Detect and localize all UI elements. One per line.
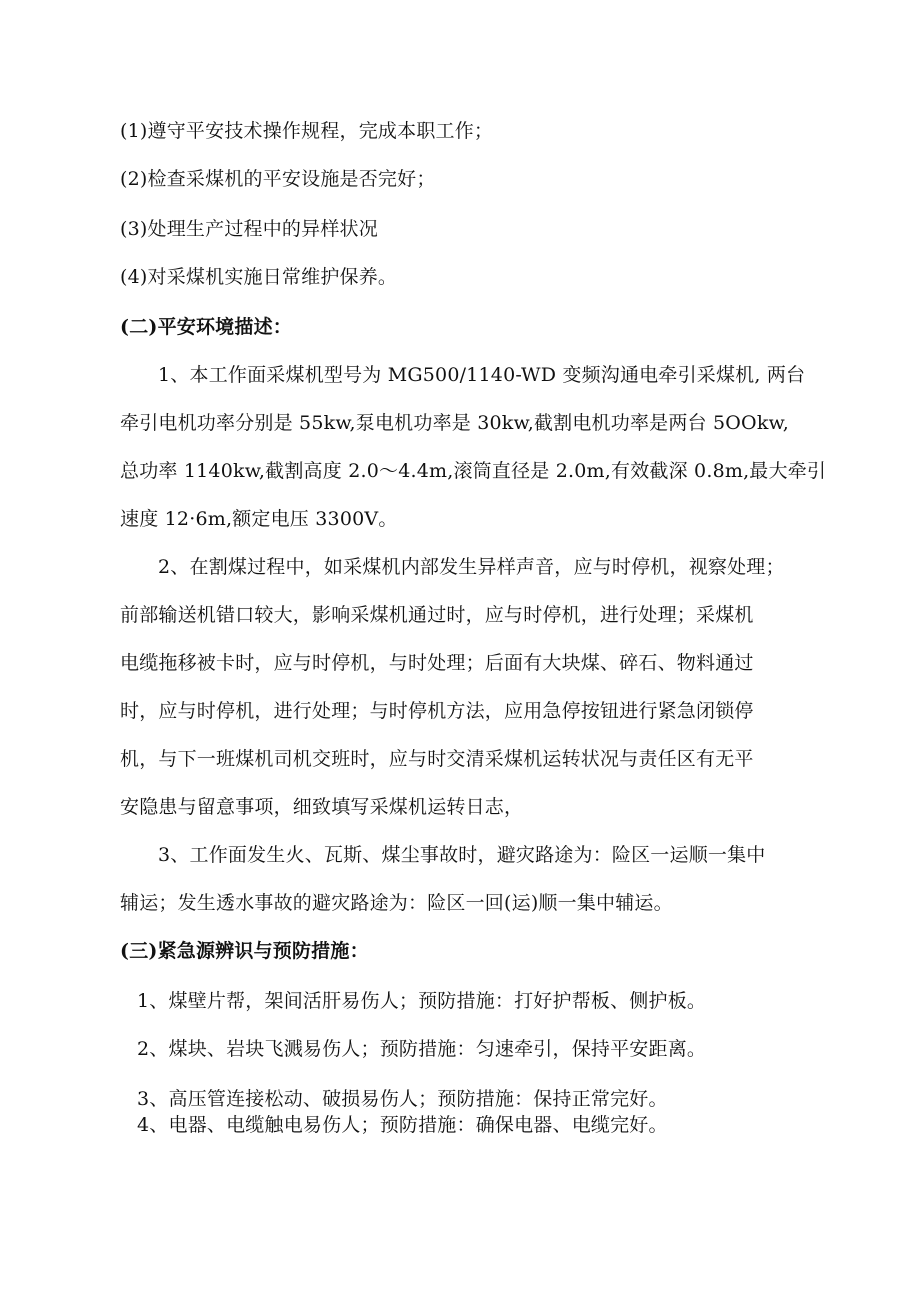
section-2-p3-line-2: 辅运；发生透水事故的避灾路途为：险区一回(运)顺一集中辅运。	[120, 892, 673, 914]
section-2-p1-line-1: 1、本工作面采煤机型号为 MG500/1140-WD 变频沟通电牵引采煤机, 两台	[158, 364, 806, 386]
section-2-heading: (二)平安环境描述：	[120, 316, 292, 338]
section-2-p2-line-4: 时，应与时停机，进行处理；与时停机方法，应用急停按钮进行紧急闭锁停	[120, 700, 754, 722]
section-2-p2-line-6: 安隐患与留意事项，细致填写采煤机运转日志，	[120, 796, 524, 818]
section-2-p1-line-2: 牵引电机功率分别是 55kw,泵电机功率是 30kw,截割电机功率是两台 5OOkw,	[120, 412, 789, 434]
section-2-p2-line-1: 2、在割煤过程中，如采煤机内部发生异样声音，应与时停机，视察处理；	[158, 556, 785, 578]
list-item-3: (3)处理生产过程中的异样状况	[120, 218, 378, 240]
list-item-4: (4)对采煤机实施日常维护保养。	[120, 266, 398, 288]
section-2-p2-line-3: 电缆拖移被卡时，应与时停机，与时处理；后面有大块煤、碎石、物料通过	[120, 652, 754, 674]
list-item-2: (2)检查采煤机的平安设施是否完好；	[120, 168, 436, 190]
section-3-item-1: 1、煤壁片帮，架间活肝易伤人；预防措施：打好护帮板、侧护板。	[137, 990, 707, 1012]
section-2-p1-line-4: 速度 12·6m,额定电压 3300V。	[120, 508, 398, 530]
section-2-p2-line-5: 机，与下一班煤机司机交班时，应与时交清采煤机运转状况与责任区有无平	[120, 748, 754, 770]
section-3-item-3: 3、高压管连接松动、破损易伤人；预防措施：保持正常完好。	[137, 1088, 668, 1110]
section-3-heading: (三)紧急源辨识与预防措施：	[120, 940, 369, 962]
section-2-p3-line-1: 3、工作面发生火、瓦斯、煤尘事故时，避灾路途为：险区一运顺一集中	[158, 844, 766, 866]
section-2-p1-line-3: 总功率 1140kw,截割高度 2.0～4.4m,滚筒直径是 2.0m,有效截深 0.8m,最大牵引	[120, 460, 827, 482]
section-2-p2-line-2: 前部输送机错口较大，影响采煤机通过时，应与时停机，进行处理；采煤机	[120, 604, 754, 626]
section-3-item-4: 4、电器、电缆触电易伤人；预防措施：确保电器、电缆完好。	[137, 1114, 668, 1136]
list-item-1: (1)遵守平安技术操作规程，完成本职工作；	[120, 120, 494, 142]
section-3-item-2: 2、煤块、岩块飞溅易伤人；预防措施：匀速牵引，保持平安距离。	[137, 1038, 707, 1060]
